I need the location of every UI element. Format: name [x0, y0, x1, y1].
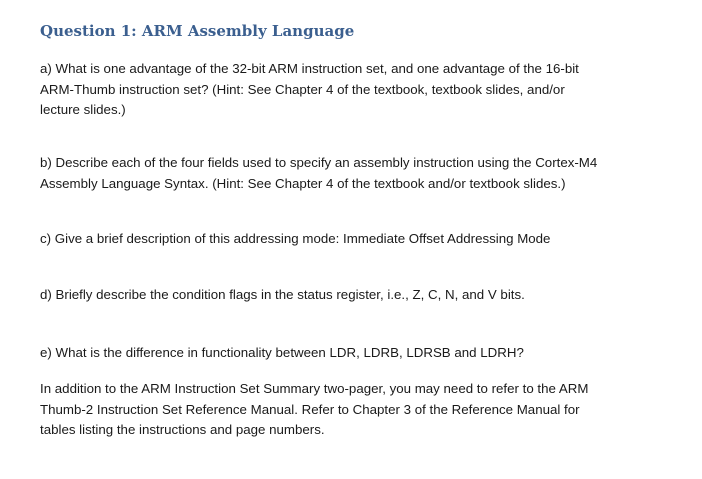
question-d-line-1: d) Briefly describe the condition flags in the status register, i.e., Z, C, N, and V bits. [40, 287, 525, 302]
reference-note-line-2: Thumb-2 Instruction Set Reference Manual. Refer to Chapter 3 of the Reference Manual for [40, 401, 580, 417]
question-d [40, 285, 670, 306]
question-heading: Question 1: ARM Assembly Language [40, 22, 355, 40]
reference-note-line-3: tables listing the instructions and page numbers. [40, 422, 325, 438]
question-a-line-1: a) What is one advantage of the 32-bit ARM instruction set, and one advantage of the 16-bit [40, 61, 579, 76]
question-a [40, 59, 670, 121]
question-b-line-1: b) Describe each of the four fields used to specify an assembly instruction using the Cortex-M4 [40, 155, 598, 170]
question-e-line-1: e) What is the difference in functionality between LDR, LDRB, LDRSB and LDRH? [40, 345, 524, 360]
question-a-line-2: ARM-Thumb instruction set? (Hint: See Chapter 4 of the textbook, textbook slides, and/or [40, 81, 565, 97]
question-e [40, 343, 670, 364]
question-a-line-3: lecture slides.) [40, 102, 126, 118]
reference-note-line-1: In addition to the ARM Instruction Set Summary two-pager, you may need to refer to the ARM [40, 381, 589, 396]
question-b [40, 153, 670, 194]
question-c-line-1: c) Give a brief description of this addressing mode: Immediate Offset Addressing Mode [40, 231, 551, 246]
question-b-line-2: Assembly Language Syntax. (Hint: See Chapter 4 of the textbook and/or textbook slides.) [40, 175, 566, 191]
question-c [40, 229, 670, 250]
reference-note [40, 379, 670, 441]
